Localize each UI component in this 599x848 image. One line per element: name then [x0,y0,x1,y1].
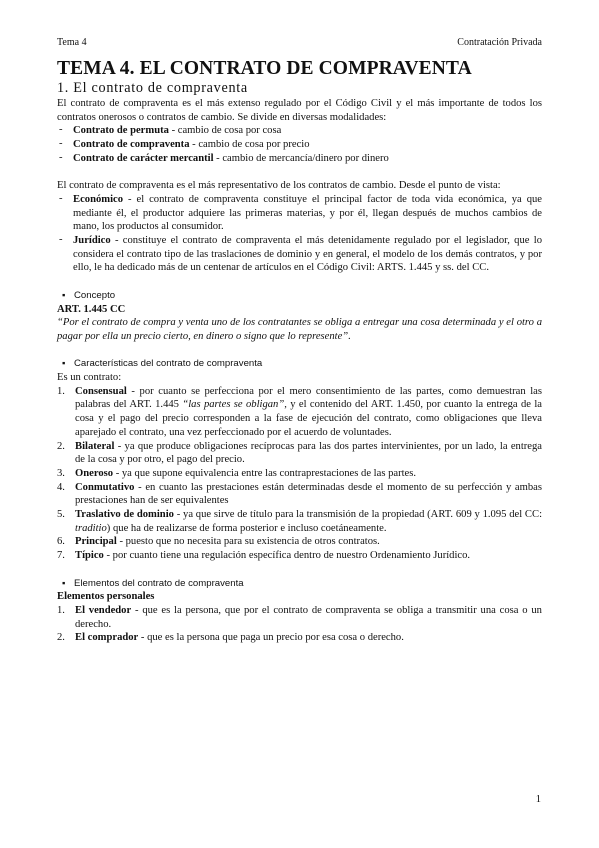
list-desc: - puesto que no necesita para su existencia de otros contratos. [116,536,380,548]
list-desc: - por cuanto se perfecciona por el mero consentimiento de las partes, como demuestran las palabras del ART. 1.445 [75,385,542,411]
list-number: 4. [57,481,65,493]
list-item [57,549,542,563]
bullet-concepto [57,289,542,303]
page-number: 1 [535,794,541,805]
list-desc: - que es la persona que paga un precio por esa cosa o derecho. [138,632,404,644]
list-number: 2. [57,632,65,644]
list-item [57,631,542,645]
list-item [57,385,542,440]
list-quote: traditio [75,522,107,534]
bullet-caracteristicas [57,357,542,371]
list-desc: - que es la persona, que por el contrato de compraventa se obliga a transmitir una cosa o un derecho. [75,604,542,630]
list-desc: - cambio de cosa por precio [189,139,310,151]
bullet-label: Concepto [74,289,116,301]
views-list [57,193,542,275]
list-desc: - el contrato de compraventa constituye el principal factor de toda vida económica, ya que mediante él, el productor adquiere las primeras materias, y por él, llegan después de muchos cambios de mano, los productos al consumidor. [73,193,542,233]
list-item [57,604,542,631]
list-term: Bilateral [75,440,115,452]
list-desc: - ya que produce obligaciones recíprocas para las dos partes intervinientes, por un lado, la entrega de la cosa y por otro, el pago del precio. [75,440,542,466]
bullet-dot-icon: ▪ [62,289,66,301]
list-term: Consensual [75,385,127,397]
list-item [57,481,542,508]
paragraph: Es un contrato: [57,372,122,384]
list-desc: - por cuanto tiene una regulación específica dentro de nuestro Ordenamiento Jurídico. [103,550,471,562]
list-desc: - ya que supone equivalencia entre las contraprestaciones de las partes. [113,467,417,479]
list-item [57,508,542,535]
elements-list [57,604,542,645]
list-desc: - constituye el contrato de compraventa el más detenidamente regulado por el legislador, que lo considera el contrato tipo de las traslaciones de dominio y en general, el modelo de los demás contratos, y por ello, le ha dedicado más de un centenar de artículos en el Código Civil: ARTS. 1.445 y ss. del CC. [73,235,542,274]
list-term: Conmutativo [75,481,135,493]
list-term: El comprador [75,632,139,644]
article-reference: ART. 1.445 CC [57,303,126,315]
list-term: Jurídico [73,235,111,247]
list-number: 1. [57,604,65,616]
list-item [57,152,542,166]
list-term: El vendedor [75,604,132,616]
list-item [57,124,542,138]
modalities-list [57,124,542,165]
list-number: 5. [57,509,65,521]
intro-paragraph: El contrato de compraventa es el más extenso regulado por el Código Civil y el más importante de todos los contratos onerosos o contratos de cambio. Se divide en diversas modalidades: [57,98,542,123]
list-item [57,138,542,152]
list-number: 6. [57,536,65,548]
bullet-label: Elementos del contrato de compraventa [74,577,244,589]
list-item [57,193,542,234]
header-left: Tema 4 [57,37,87,48]
page-header [57,37,542,48]
document-body [57,58,542,645]
list-number: 7. [57,550,65,562]
bullet-dot-icon: ▪ [62,577,66,589]
article-quote: “Por el contrato de compra y venta uno de los contratantes se obliga a entregar una cosa determinada y el otro a pagar por ella un precio cierto, en dinero o signo que lo represente”. [57,317,542,342]
list-term: Económico [73,193,124,205]
list-term: Contrato de compraventa [73,139,190,151]
list-quote: “las partes se obligan” [182,399,285,411]
bullet-label: Características del contrato de compraventa [74,358,263,370]
characteristics-list [57,385,542,563]
list-desc: ) que ha de realizarse de forma posterior e incluso coetáneamente. [106,522,387,534]
list-item [57,234,542,275]
list-term: Contrato de carácter mercantil [73,152,214,164]
list-number: 1. [57,385,65,397]
paragraph: El contrato de compraventa es el más representativo de los contratos de cambio. Desde el punto de vista: [57,180,501,192]
bullet-elementos [57,577,542,591]
list-number: 2. [57,440,65,452]
list-number: 3. [57,467,65,479]
list-term: Traslativo de dominio [75,509,174,521]
list-desc: - cambio de cosa por cosa [168,125,282,137]
list-desc: - en cuanto las prestaciones están determinadas desde el momento de su perfección y ambas prestaciones han de ser equivalentes [75,481,542,507]
list-item [57,440,542,467]
list-term: Oneroso [75,467,114,479]
list-item [57,535,542,549]
section-heading: 1. El contrato de compraventa [57,80,248,96]
list-desc: - cambio de mercancía/dinero por dinero [213,152,389,164]
list-desc: , y el contenido del ART. 1.450, por cuanto la entrega de la cosa y el pago del precio corresponden a la fase de ejecución del contrato, como obligaciones que lleva aparejado el contrato, una vez perfeccionado por el acuerdo de voluntades. [75,399,542,438]
list-item [57,467,542,481]
list-term: Principal [75,536,117,548]
subheading: Elementos personales [57,591,155,603]
list-desc: - ya que sirve de título para la transmisión de la propiedad (ART. 609 y 1.095 del CC: [173,509,543,521]
list-term: Contrato de permuta [73,125,169,137]
document-title: TEMA 4. EL CONTRATO DE COMPRAVENTA [57,58,472,79]
bullet-dot-icon: ▪ [62,358,66,370]
header-right: Contratación Privada [457,37,542,48]
list-term: Típico [75,550,104,562]
